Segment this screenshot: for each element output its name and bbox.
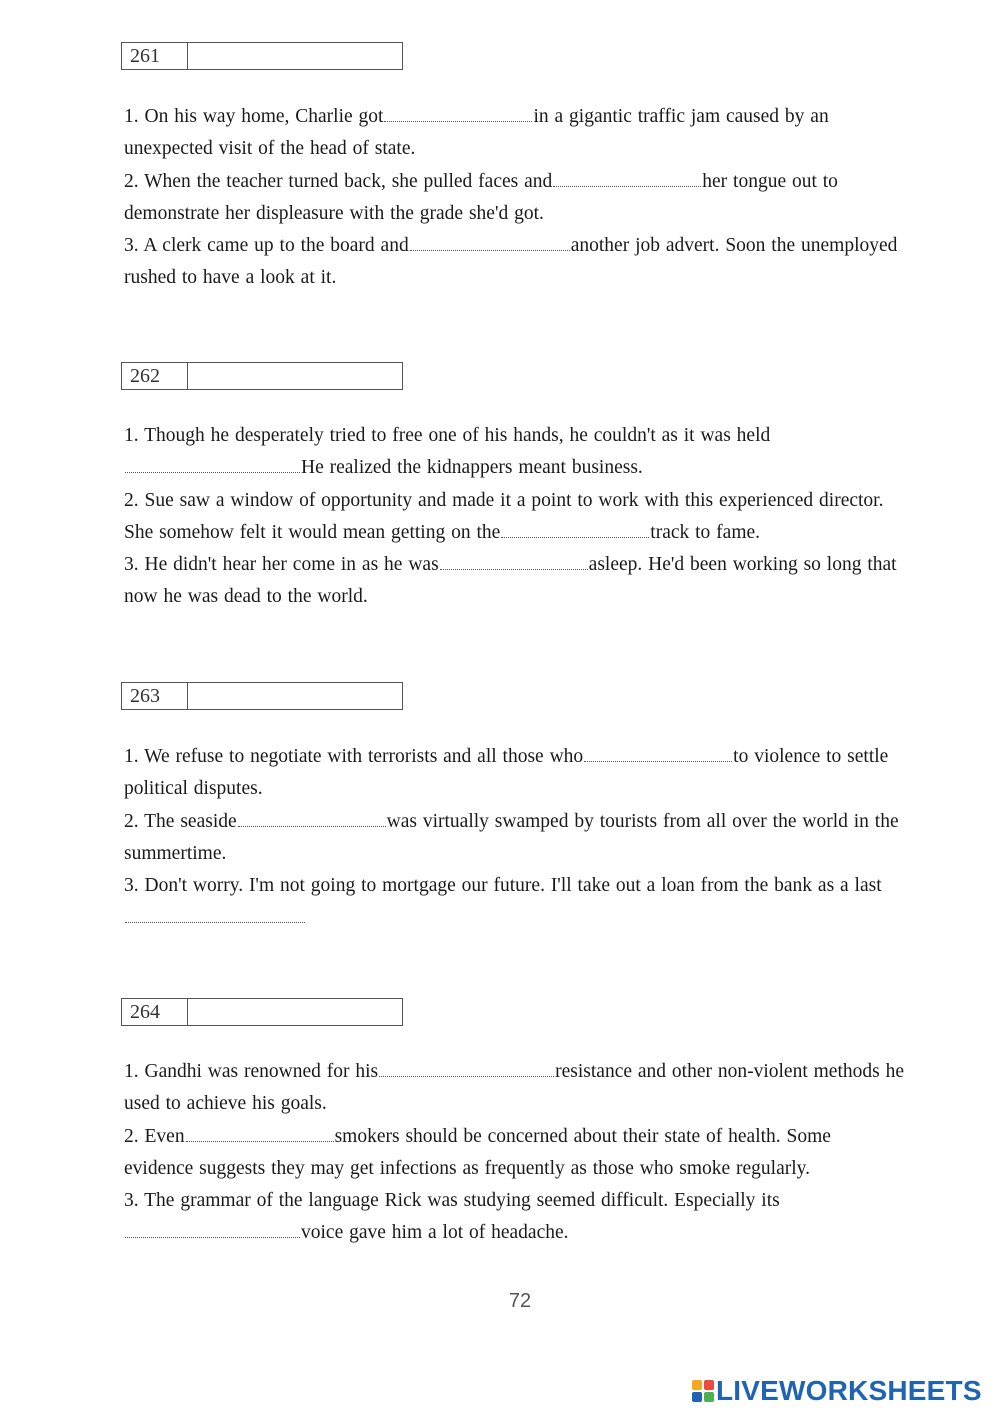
fill-blank[interactable] [125,454,300,473]
sentence-text-before: 1. Though he desperately tried to free one of his hands, he couldn't as it was held [124,425,771,446]
fill-blank[interactable] [186,1123,334,1142]
sentence-text-before: 1. We refuse to negotiate with terrorists and all those who [124,746,584,767]
exercise-items [124,1056,904,1250]
sentence-text-after: resistance and other non-violent methods he used to achieve his goals. [124,1061,904,1115]
sentence-text-before: 2. When the teacher turned back, she pulled faces and [124,170,553,192]
sentence-text-after: in a gigantic traffic jam caused by an unexpected visit of the head of state. [124,106,829,160]
exercise-number: 261 [122,43,188,69]
fill-blank[interactable] [384,103,532,122]
exercise-number: 264 [122,999,188,1025]
sentence-item [124,485,904,550]
sentence-text-before: 3. The grammar of the language Rick was studying seemed difficult. Especially its [124,1190,780,1212]
fill-blank[interactable] [125,904,305,923]
sentence-text-before: 2. Sue saw a window of opportunity and made it a point to work with this experienced director. She somehow felt it would mean getting on the [124,489,884,543]
exercise-number-box [121,682,403,710]
sentence-text-after: asleep. He'd been working so long that now he was dead to the world. [124,554,897,608]
liveworksheets-logo-icon [692,1380,714,1402]
sentence-item [124,549,904,614]
sentence-text-after: voice gave him a lot of headache. [301,1222,569,1244]
sentence-text-before: 3. Don't worry. I'm not going to mortgage our future. I'll take out a loan from the bank as a last [124,875,882,897]
fill-blank[interactable] [501,519,649,538]
sentence-text-after: was virtually swamped by tourists from all over the world in the summertime. [124,810,899,864]
fill-blank[interactable] [379,1058,554,1077]
sentence-text-before: 2. Even [124,1125,185,1147]
fill-blank[interactable] [238,808,386,827]
exercise-number: 263 [122,683,188,709]
liveworksheets-logo[interactable] [692,1374,982,1408]
sentence-text-before: 3. He didn't hear her come in as he was [124,554,439,576]
page-number: 72 [508,1290,532,1312]
sentence-text-before: 1. On his way home, Charlie got [124,106,384,127]
sentence-text-after: track to fame. [650,521,761,543]
sentence-text-after: another job advert. Soon the unemployed rushed to have a look at it. [124,235,898,289]
exercise-number: 262 [122,363,188,389]
fill-blank[interactable] [440,551,588,570]
sentence-item [124,420,904,485]
sentence-item [124,1056,904,1121]
sentence-item [124,230,904,295]
answer-box[interactable] [188,363,402,389]
sentence-text-before: 1. Gandhi was renowned for his [124,1061,379,1082]
fill-blank[interactable] [584,743,732,762]
sentence-item [124,166,904,231]
answer-box[interactable] [188,43,402,69]
sentence-text-before: 2. The seaside [124,810,237,832]
logo-text: LIVEWORKSHEETS [716,1375,982,1406]
fill-blank[interactable] [125,1219,300,1238]
exercise-items [124,420,904,614]
exercise-number-box [121,42,403,70]
answer-box[interactable] [188,999,402,1025]
sentence-text-before: 3. A clerk came up to the board and [124,235,409,257]
exercise-number-box [121,998,403,1026]
exercise-number-box [121,362,403,390]
sentence-item [124,101,904,166]
sentence-text-after: her tongue out to demonstrate her displeasure with the grade she'd got. [124,170,838,224]
sentence-item [124,741,904,806]
sentence-item [124,1185,904,1250]
sentence-text-after: smokers should be concerned about their state of health. Some evidence suggests they may get infections as frequently as those who smoke regularly. [124,1125,831,1179]
sentence-item [124,1121,904,1186]
fill-blank[interactable] [553,168,701,187]
exercise-items [124,101,904,295]
sentence-text-after: He realized the kidnappers meant business. [301,457,643,479]
answer-box[interactable] [188,683,402,709]
sentence-item [124,870,904,935]
exercise-items [124,741,904,935]
fill-blank[interactable] [410,232,570,251]
sentence-item [124,806,904,871]
sentence-text-after: to violence to settle political disputes. [124,746,889,800]
